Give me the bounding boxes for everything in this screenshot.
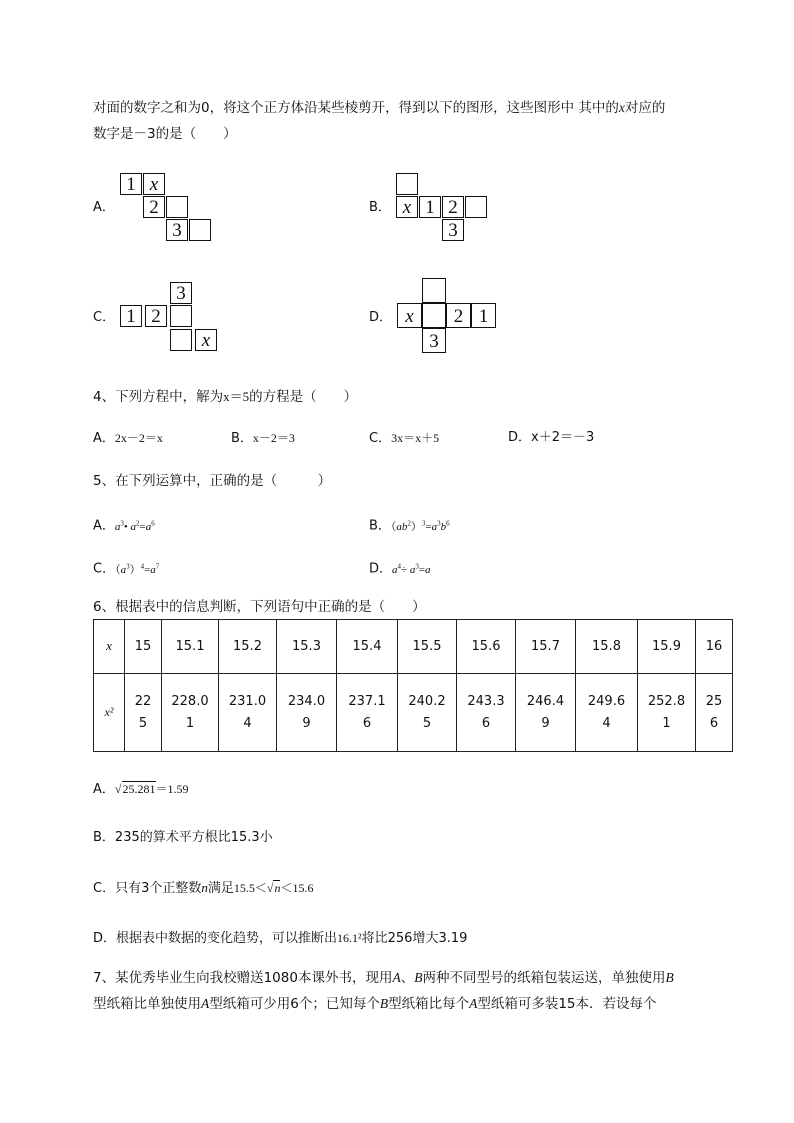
net-b-cell-3: 1 [419,196,441,218]
table-cell-top: 252.8 [647,693,686,709]
table-cell-top: 231.0 [228,693,267,709]
option-c-label: C． [93,310,116,325]
q5-stem: 5、在下列运算中，正确的是（ ） [93,473,332,489]
table-cell-bottom: 1 [662,715,671,731]
q5-option-b-label: B． [369,518,391,534]
table-cell-bottom: 6 [362,715,372,731]
q7-line-2-var-a: A [201,996,210,1011]
table-cell: 15.1 [162,620,219,674]
table-cell-top: 246.4 [526,693,565,709]
q5-option-a-expr: $a^3•$ $a^2=a^6$ [114,519,155,533]
q7-line-2 [93,994,657,1014]
table-cell: 15.5 [398,620,457,674]
table-cell: 16 [696,620,733,674]
table-cell-bottom: 4 [602,715,611,731]
net-b-cell-2: x [396,196,418,218]
q4-option-d-text: x＋2＝－3 [531,430,595,445]
net-c-cell-5 [170,329,192,351]
table-cell-bottom: 5 [138,715,148,731]
net-d-cell-3 [422,303,446,328]
q4-option-a-label: A． [93,431,115,446]
table-cell [398,674,457,752]
q6-option-a-label: A． [93,782,115,797]
q6-option-a-expr: √25.281＝1.59 [114,782,189,796]
q7-line-1-a: 7、某优秀毕业生向我校赠送1080本课外书，现用 [93,970,393,986]
q7-var-a: A [392,970,401,985]
q6-option-a-radicand: 25.281 [122,782,156,796]
q7-line-1-d: B [665,970,674,985]
table-cell [696,674,733,752]
q6-option-c-n: n [201,880,208,895]
q5-option-c-label: C． [93,561,116,577]
q7-line-1-b: 、 [400,970,415,986]
q6-stem: 6、根据表中的信息判断，下列语句中正确的是（ ） [93,599,426,615]
q6-option-b: B．235的算术平方根比15.3小 [93,830,273,845]
table-cell: 15.9 [638,620,696,674]
q7-line-1-c: 两种不同型号的纸箱包装运送，单独使用 [422,970,666,986]
table-cell-bottom: 9 [541,715,550,731]
q5-option-a-label: A． [93,518,115,534]
q6-option-d-a: D．根据表中数据的变化趋势，可以推断出 [93,931,338,946]
q6-option-c-d: ＜15.6 [280,881,314,895]
q4-option-b [231,429,295,448]
q5-option-d-label: D． [369,561,393,577]
table-cell: 15.4 [337,620,398,674]
q6-option-a [93,780,189,799]
table-header-x-text: x [106,638,112,653]
q4-stem-eq: x＝5 [223,389,250,404]
q7-line-2-var-a2: A [469,996,478,1011]
net-c-cell-3: 2 [145,305,167,327]
intro-line-2 [93,124,237,144]
q7-line-2-var-b: B [379,996,389,1011]
table-cell-top: 237.1 [348,693,386,709]
q7-line-2-d: 型纸箱可多装15本．若设每个 [477,996,657,1012]
table-cell-bottom: 6 [481,715,491,731]
q7-line-1 [93,968,674,988]
q5-option-b-expr: $(ab^2)^3=a^3b^6$ [390,519,450,533]
table-cell [516,674,576,752]
table-cell [638,674,696,752]
q4-option-c [369,429,439,448]
q6-option-d-c: 将比256增大3.19 [361,931,468,946]
q6-option-d [93,929,467,948]
q5-option-a [93,514,155,536]
net-b-cell-1 [396,173,418,195]
table-cell: 15.3 [277,620,337,674]
q5-option-d [369,557,431,579]
table-cell-top: 240.2 [408,693,446,709]
intro-text: 对面的数字之和为0，将这个正方体沿某些棱剪开，得到以下的图形，这些图形中 其中的 [93,100,619,116]
q4-option-a-text: 2x－2＝x [114,431,163,445]
q4-option-b-label: B． [231,431,253,446]
table-cell-top: 243.3 [467,693,505,709]
value-table [93,619,733,752]
q4-option-b-text: x－2＝3 [252,431,295,445]
net-a-cell-5: 3 [166,219,188,241]
q6-option-c-b: 满足 [207,881,234,896]
intro-text-2: 数字是－3的是（ ） [93,126,237,142]
net-d-cell-2: x [397,303,422,328]
q4-option-c-label: C． [369,431,392,446]
q4-stem-a: 4、下列方程中，解为 [93,389,224,405]
table-cell-top: 234.0 [287,693,326,709]
net-c-cell-4 [170,305,192,327]
table-cell: 15.2 [219,620,277,674]
table-row [94,674,733,752]
q4-stem-b: 的方程是（ ） [249,389,358,405]
table-row [94,620,733,674]
table-cell-bottom: 4 [243,715,252,731]
option-b-label: B． [369,200,391,215]
q5-option-b [369,514,450,536]
table-header-x-squared [94,674,125,752]
q5-option-c [93,557,159,579]
table-cell [277,674,337,752]
q6-option-c-c: 15.5＜ [233,881,267,895]
net-a-cell-1: 1 [120,173,142,195]
q7-line-2-a: 型纸箱比单独使用 [93,996,201,1012]
q6-option-c-a: C．只有3个正整数 [93,881,202,896]
q4-option-d-label: D． [508,430,532,445]
net-c-cell-2: 1 [120,305,142,327]
q4-stem [93,387,357,407]
q5-option-c-expr: $(a^3)^4=a^7$ [115,562,160,576]
net-d-cell-4: 2 [446,303,471,328]
intro-variable: x [618,100,625,115]
q4-option-c-text: 3x＝x＋5 [391,431,440,445]
q6-option-c-rad: n [274,881,281,895]
q6-option-d-b: 16.1² [337,931,362,945]
net-b-cell-4: 2 [442,196,464,218]
table-cell: 15.6 [457,620,516,674]
q6-option-c-expr: 15.5＜√n＜15.6 [233,881,314,895]
intro-line-1 [93,98,665,118]
table-header-x [94,620,125,674]
table-cell [457,674,516,752]
q7-line-2-c: 型纸箱比每个 [388,996,470,1012]
table-cell-top: 25 [705,693,723,709]
table-cell-bottom: 9 [302,715,311,731]
q7-line-2-b: 型纸箱可少用6个；已知每个 [209,996,380,1012]
table-cell-top: 228.0 [171,693,209,709]
table-cell-bottom: 5 [422,715,432,731]
option-a-label: A． [93,200,115,215]
table-cell: 15.8 [576,620,638,674]
table-cell [162,674,219,752]
table-cell-bottom: 6 [709,715,719,731]
net-c-cell-1: 3 [170,282,192,304]
net-b-cell-6: 3 [442,219,464,241]
net-c-cell-6: x [195,329,217,351]
table-cell [576,674,638,752]
net-d-cell-5: 1 [471,303,496,328]
q4-option-a [93,429,163,448]
table-cell [219,674,277,752]
q6-option-c [93,879,314,898]
option-d-label: D． [369,310,393,325]
net-a-cell-2: x [143,173,165,195]
intro-text-end: 对应的 [624,100,666,116]
table-cell: 15.7 [516,620,576,674]
table-cell [337,674,398,752]
q7-var-b: B [414,970,423,985]
q4-option-d [508,429,594,447]
table-cell-top: 22 [134,693,152,709]
net-a-cell-3: 2 [143,196,165,218]
net-d-cell-1 [422,278,446,303]
table-cell: 15 [125,620,162,674]
table-header-x-squared-text: x² [104,705,114,719]
q5-option-d-expr: $a^4\div a^3=a$ [392,562,431,576]
table-cell-bottom: 1 [185,715,195,731]
net-d-cell-6: 3 [422,328,446,353]
table-cell-top: 249.6 [587,693,626,709]
net-a-cell-4 [166,196,188,218]
net-a-cell-6 [189,219,211,241]
q6-option-a-rest: ＝1.59 [155,782,189,796]
net-b-cell-5 [465,196,487,218]
table-cell [125,674,162,752]
